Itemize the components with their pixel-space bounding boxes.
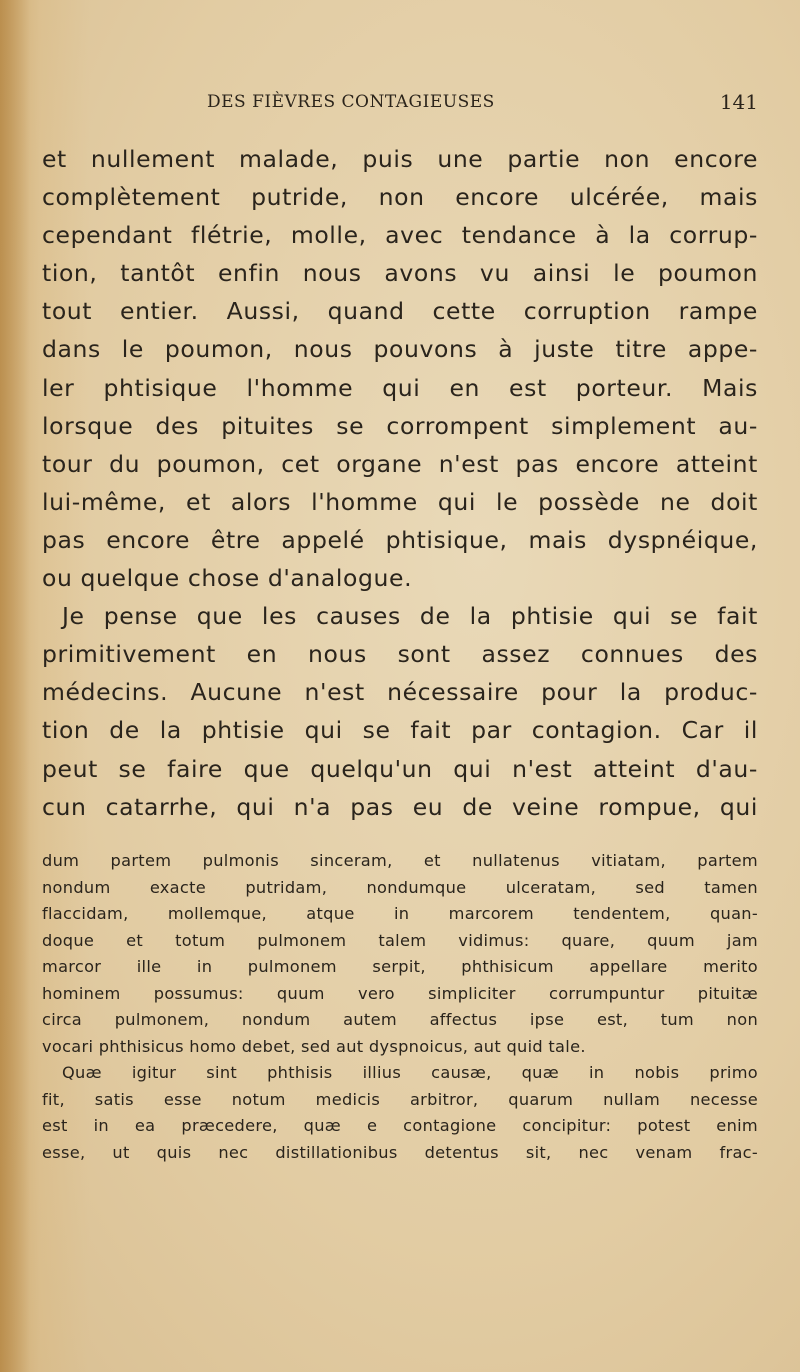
french-line: tion de la phtisie qui se fait par contagion. Car il [42, 716, 758, 745]
french-line: lorsque des pituites se corrompent simplement au- [42, 411, 758, 440]
french-line: cependant flétrie, molle, avec tendance à la corrup- [42, 221, 758, 250]
french-line: tour du poumon, cet organe n'est pas encore atteint [42, 449, 758, 478]
french-line: dans le poumon, nous pouvons à juste titre appe- [42, 335, 758, 364]
latin-line: est in ea præcedere, quæ e contagione concipitur: potest enim [42, 1116, 758, 1135]
latin-line: vocari phthisicus homo debet, sed aut dyspnoicus, aut quid tale. [42, 1036, 586, 1056]
french-line: et nullement malade, puis une partie non encore [42, 145, 758, 173]
latin-line: marcor ille in pulmonem serpit, phthisicum appellare merito [42, 957, 758, 976]
french-line: ou quelque chose d'analogue. [42, 564, 413, 593]
page-number: 141 [719, 90, 758, 114]
latin-line: nondum exacte putridam, nondumque ulceratam, sed tamen [42, 877, 758, 897]
french-line: peut se faire que quelqu'un qui n'est atteint d'au- [42, 754, 758, 783]
latin-line: flaccidam, mollemque, atque in marcorem tendentem, quan- [42, 904, 758, 923]
french-line: lui-même, et alors l'homme qui le possède ne doit [42, 487, 758, 516]
french-line: médecins. Aucune n'est nécessaire pour la produc- [42, 678, 758, 707]
latin-line: hominem possumus: quum vero simpliciter corrumpuntur pituitæ [42, 983, 758, 1003]
french-line: pas encore être appelé phtisique, mais dyspnéique, [42, 525, 758, 554]
french-line: Je pense que les causes de la phtisie qui se fait [62, 602, 758, 631]
french-line: tout entier. Aussi, quand cette corruption rampe [42, 297, 758, 326]
french-text-block [42, 140, 758, 826]
latin-text-block [42, 848, 758, 1166]
french-line: ler phtisique l'homme qui en est porteur. Mais [42, 373, 758, 402]
latin-line: esse, ut quis nec distillationibus detentus sit, nec venam frac- [42, 1142, 758, 1162]
french-line: complètement putride, non encore ulcérée, mais [42, 183, 758, 212]
spine-shadow [0, 0, 30, 1372]
latin-line: dum partem pulmonis sinceram, et nullatenus vitiatam, partem [42, 851, 758, 870]
french-line: cun catarrhe, qui n'a pas eu de veine rompue, qui [42, 792, 758, 821]
french-line: primitivement en nous sont assez connues des [42, 640, 758, 669]
latin-line: doque et totum pulmonem talem vidimus: quare, quum jam [42, 930, 758, 950]
running-header [42, 90, 758, 120]
header-title: DES FIÈVRES CONTAGIEUSES [207, 92, 495, 112]
latin-line: Quæ igitur sint phthisis illius causæ, quæ in nobis primo [62, 1063, 758, 1082]
latin-line: circa pulmonem, nondum autem affectus ipse est, tum non [42, 1010, 758, 1029]
french-line: tion, tantôt enfin nous avons vu ainsi le poumon [42, 259, 758, 288]
latin-line: fit, satis esse notum medicis arbitror, quarum nullam necesse [42, 1089, 758, 1109]
